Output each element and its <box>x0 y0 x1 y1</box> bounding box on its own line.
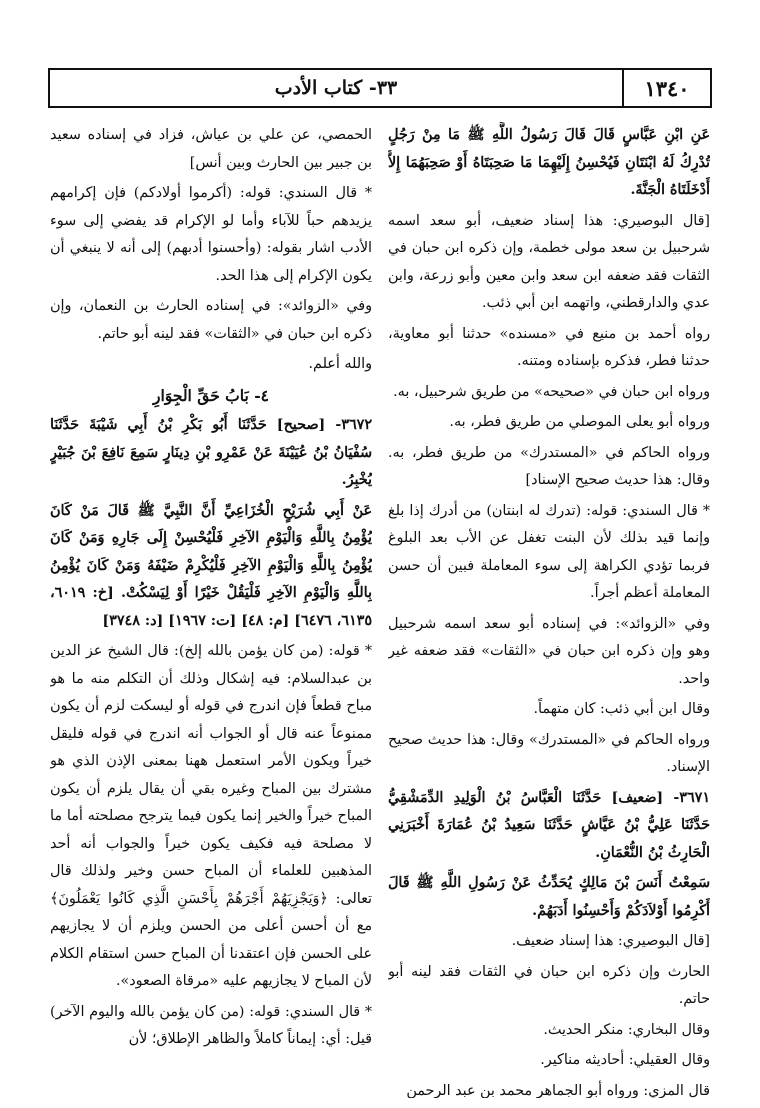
commentary-paragraph: الحارث وإن ذكره ابن حبان في الثقات فقد لينه أبو حاتم. <box>388 963 710 1007</box>
hadith-text: ٣٦٧١- [ضعيف] حَدَّثَنَا الْعَبَّاسُ بْنُ الْوَلِيدِ الدِّمَشْقِيُّ حَدَّثَنَا عَلِيُّ بْنُ عَيَّاشٍ حَدَّثَنَا سَعِيدُ بْنُ عُمَارَةَ أَخْبَرَنِي الْحَارِثُ بْنُ النُّعْمَانِ. <box>388 789 710 861</box>
commentary-paragraph: وقال البخاري: منكر الحديث. <box>543 1021 710 1038</box>
commentary-paragraph: الحمصي، عن علي بن عياش، فزاد في إسناده سعيد بن جبير بين الحارث وبين أنس] <box>50 127 372 171</box>
commentary-paragraph: وفي «الزوائد»: في إسناده أبو سعد اسمه شرحبيل وهو وإن ذكره ابن حبان في «الثقات» فقد ضعفه غير واحد. <box>388 615 710 687</box>
section-heading: ٤- بَابُ حَقِّ الْجِوَارِ <box>153 385 269 405</box>
commentary-paragraph: رواه أحمد بن منيع في «مسنده» حدثنا أبو معاوية، حدثنا فطر، فذكره بإسناده ومتنه. <box>388 325 710 369</box>
commentary-paragraph: * قال السندي: قوله: (تدرك له ابنتان) من أدرك إذا بلغ وإنما قيد بذلك لأن البنت تغفل عن الأب بعد البلوغ فربما تؤدي الكراهة إلى سوء المعاملة فبين أن حسن المعاملة أعظم أجراً. <box>388 502 710 601</box>
commentary-paragraph: [قال البوصيري: هذا إسناد ضعيف، أبو سعد اسمه شرحبيل بن سعد مولى خطمة، وإن ذكره ابن حبان في الثقات فقد ضعفه ابن سعد وابن معين وأبو زرعة، وابن عدي والدارقطني، واتهمه ابن أبي ذئب. <box>388 212 710 311</box>
hadith-text: سَمِعْتُ أَنَسَ بْنَ مَالِكٍ يُحَدِّثُ عَنْ رَسُولِ اللَّهِ ﷺ قَالَ أَكْرِمُوا أَوْلاَدَكُمْ وَأَحْسِنُوا أَدَبَهُمْ. <box>388 875 710 919</box>
hadith-text: عَنْ أَبِي شُرَيْحٍ الْخُزَاعِيِّ أَنَّ النَّبِيَّ ﷺ قَالَ مَنْ كَانَ يُؤْمِنُ بِاللَّهِ وَالْيَوْمِ الآخِرِ فَلْيُحْسِنْ إِلَى جَارِهِ وَمَنْ كَانَ يُؤْمِنُ بِاللَّهِ وَالْيَوْمِ الآخِرِ فَلْيُكْرِمْ ضَيْفَهُ وَمَنْ كَانَ يُؤْمِنُ بِاللَّهِ وَالْيَوْمِ الآخِرِ فَلْيَقُلْ خَيْرًا أَوْ لِيَسْكُتْ. [خ: ٦٠١٩، ٦١٣٥، ٦٤٧٦] [م: ٤٨] [ت: ١٩٦٧] [د: ٣٧٤٨] <box>50 502 372 629</box>
right-column <box>388 122 710 1098</box>
commentary-paragraph: وفي «الزوائد»: في إسناده الحارث بن النعمان، وإن ذكره ابن حبان في «الثقات» فقد لينه أبو حاتم. <box>50 298 372 342</box>
hadith-text: عَنِ ابْنِ عَبَّاسٍ قَالَ قَالَ رَسُولُ اللَّهِ ﷺ مَا مِنْ رَجُلٍ تُدْرِكُ لَهُ ابْنَتَانِ فَيُحْسِنُ إِلَيْهِمَا مَا صَحِبَتَاهُ أَوْ صَحِبَهُمَا إِلاَّ أَدْخَلَتَاهُ الْجَنَّةَ. <box>388 127 710 198</box>
chapter-title: ٣٣- كتاب الأدب <box>274 77 398 99</box>
commentary-paragraph: ورواه ابن حبان في «صحيحه» من طريق شرحبيل، به. <box>393 383 710 400</box>
commentary-paragraph: ورواه الحاكم في «المستدرك» وقال: هذا حديث صحيح الإسناد. <box>388 731 710 775</box>
commentary-paragraph: وقال ابن أبي ذئب: كان متهماً. <box>533 701 710 717</box>
commentary-paragraph: ورواه أبو يعلى الموصلي من طريق فطر، به. <box>449 414 710 430</box>
commentary-paragraph: * قال السندي: قوله: (من كان يؤمن بالله واليوم الآخر) قيل: أي: إيماناً كاملاً والظاهر الإطلاق؛ لأن <box>50 1003 372 1047</box>
commentary-paragraph: * قال السندي: قوله: (أكرموا أولادكم) فإن إكرامهم يزيدهم حباً للآباء وأما لو الإكرام قد يفضي إلى سوء الأدب اشار بقوله: (وأحسنوا أدبهم) إلى أنه لا ينبغي أن يكون الإكرام إلى هذا الحد. <box>50 185 372 284</box>
commentary-paragraph: [قال البوصيري: هذا إسناد ضعيف. <box>511 933 710 949</box>
hadith-text: ٣٦٧٢- [صحيح] حَدَّثَنَا أَبُو بَكْرِ بْنُ أَبِي شَيْبَةَ حَدَّثَنَا سُفْيَانُ بْنُ عُيَيْنَةَ عَنْ عَمْرِو بْنِ دِينَارٍ سَمِعَ نَافِعَ بْنَ جُبَيْرٍ يُخْبِرُ. <box>50 417 372 488</box>
page-header <box>48 68 712 108</box>
commentary-paragraph: قال المزي: ورواه أبو الجماهر محمد بن عبد الرحمن <box>406 1082 710 1098</box>
commentary-paragraph: * قوله: (من كان يؤمن بالله إلخ): قال الشيخ عز الدين بن عبدالسلام: فيه إشكال وذلك أن التكلم منه ما هو مباح قطعاً فإن اندرج في قوله أو ليسكت لزم أن يكون ممنوعاً عنه قال أو الجواب أنه اندرج في قوله فليقل خيراً ويكون الأمر استعمل ههنا بمعنى الإذن الذي هو مشترك بين المباح وغيره بقي أن يقال يلزم أن يكون المباح خيراً والخير إنما يكون فيما يترجح مصلحته أما ما لا مصلحة فيه فكيف يكون خيراً والجواب أنه أحد المذهبين للعلماء أن المباح حسن وخير ولذلك قال تعالى: ﴿وَيَجْزِيَهُمْ أَجْرَهُمْ بِأَحْسَنِ الَّذِي كَانُوا يَعْمَلُونَ﴾ مع أن أحسن أعلى من الحسن ويلزم أن لا يجازيهم على الحسن فإن اعتقدنا أن المباح حسن استقام الكلام لأن المباح لا يجازيهم عليه «مرقاة الصعود». <box>50 643 372 989</box>
page-number: ١٣٤٠ <box>622 70 710 106</box>
left-column <box>50 122 372 1098</box>
commentary-paragraph: ورواه الحاكم في «المستدرك» من طريق فطر، به. وقال: هذا حديث صحيح الإسناد] <box>388 444 710 488</box>
commentary-paragraph: والله أعلم. <box>308 356 372 372</box>
commentary-paragraph: وقال العقيلي: أحاديثه مناكير. <box>540 1052 710 1068</box>
